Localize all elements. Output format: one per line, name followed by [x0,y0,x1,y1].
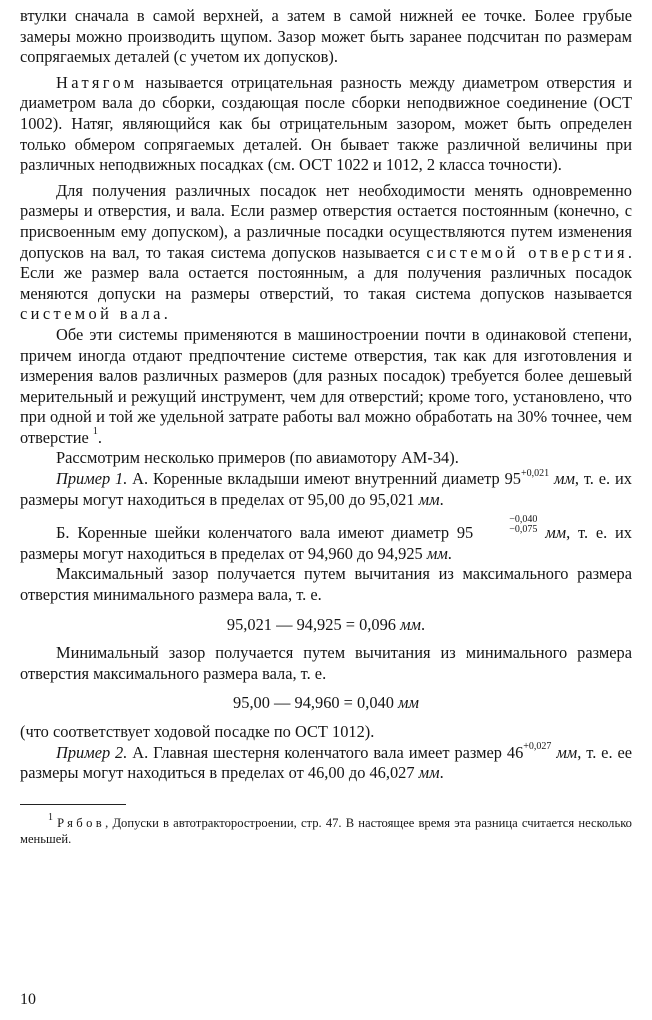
paragraph-text: А. Главная шестерня коленчатого вала имеет размер 46 [127,742,524,762]
paragraph-4 [20,325,632,449]
example-2: Пример 2. А. Главная шестерня коленчатого вала имеет размер $46^{+0,027}$ мм, т. е. ее размеры могут находиться в пределах от 46,00 до 46,027 мм. [20,741,633,783]
paragraph-text: . [163,304,168,324]
tolerance-upper: −0,040 [509,514,538,526]
term-shaft-system: системой вала [20,304,164,324]
paragraph-text: . [97,427,102,447]
max-clearance-text [20,564,632,605]
paragraph-3 [20,181,632,325]
footnote [20,811,632,847]
paragraph-text: Б. Коренные шейки коленчатого вала имеют диаметр 95 [56,523,474,543]
paragraph-text: , т. е. ее размеры могут находиться в пределах от 46,00 до 46,027 [20,742,633,783]
equation-text: 95,00 — 94,960 = 0,040 [233,693,399,713]
unit: мм [549,469,575,489]
paragraph-5 [20,448,632,469]
fit-note [20,722,632,743]
paragraph-text: (что соответствует ходовой посадке по ОСТ 1012). [20,722,375,741]
footnote-divider [20,804,126,805]
tolerance-lower: −0,075 [509,524,538,536]
paragraph-text: Максимальный зазор получается путем вычитания из максимального размера отверстия минимального размера вала, т. е. [20,564,632,605]
example-1-b: Б. Коренные шейки коленчатого вала имеют диаметр 95 −0,040 −0,075 мм, т. е. их размеры могут находиться в пределах от 94,960 до 94,925 мм. [20,514,632,563]
paragraph-text: Обе эти системы применяются в машиностроении почти в одинаковой степени, причем иногда отдают предпочтение системе отверстия, так как для изготовления и измерения валов различных размеров (для разных посадок) требуется более дешевый мерительный и режущий инструмент, чем для отверстий; кроме того, установлено, что при одной и той же удельной затрате работы вал можно обработать на 30% точнее, чем отверстие [20,324,632,447]
page-number: 10 [20,991,36,1008]
footnote-mark: 1 [48,811,53,823]
paragraph-text: , т. е. их размеры могут находиться в пределах от 95,00 до 95,021 [20,469,632,509]
equation-text: 95,021 — 94,925 = 0,096 [226,614,401,634]
paragraph-text: Минимальный зазор получается путем вычитания из минимального размера отверстия максимального размера вала, т. е. [20,643,632,683]
unit: мм [551,742,578,762]
equation-1: 95,021 — 94,925 = 0,096 мм. [226,614,426,634]
min-clearance-text [20,643,632,684]
paragraph-1 [20,6,632,68]
paragraph-text: втулки сначала в самой верхней, а затем в самой нижней ее точке. Более грубые замеры можно производить щупом. Зазор может быть заранее подсчитан по размерам сопрягаемых деталей (с учетом их допусков). [20,6,632,67]
paragraph-text: , т. е. их размеры могут находиться в пределах от 94,960 до 94,925 [20,523,632,563]
footnote-ref: 1 [92,426,98,438]
paragraph-text: Для получения различных посадок нет необходимости менять одновременно размеры и отверстия, и вала. Если размер отверстия остается постоянным (конечно, с присвоенным ему допуском), а различные посадки осуществляются путем изменения допусков на вал, то такая система допусков называется [20,180,632,262]
tolerance: +0,027 [523,741,552,753]
paragraph-text: называется отрицательная разность между диаметром отверстия и диаметром вала до сборки, создающая после сборки неподвижное соединение (ОСТ 1002). Натяг, являющийся как бы отрицательным зазором, может быть определен только обмером сопрягаемых деталей. Он бывает также различной величины при различных неподвижных посадках (см. ОСТ 1022 и 1012, 2 класса точности). [20,72,632,175]
footnote-author: Рябов [57,815,106,830]
unit: мм [400,614,421,634]
unit: мм [426,543,448,563]
footnote-text: , Допуски в автотракторостроении, стр. 47. В настоящее время эта разница считается несколько меньшей. [20,815,632,846]
example-label: Пример 1. [56,469,128,489]
equation-2 [20,693,632,714]
paragraph-text: А. Коренные вкладыши имеют внутренний диаметр 95 [127,469,521,489]
tolerance: +0,021 [521,467,550,479]
paragraph-2 [20,73,632,176]
example-label: Пример 2. [56,742,128,762]
paragraph-text: Рассмотрим несколько примеров (по авиамотору АМ-34). [56,448,459,468]
unit: мм [418,489,440,509]
paragraph-text: . Если же размер вала остается постоянным, а для получения различных посадок меняются допуски на размеры отверстий, то такая система допусков называется [20,242,632,303]
unit: мм [398,693,419,713]
tolerance-pair [473,515,537,535]
example-1-a: Пример 1. А. Коренные вкладыши имеют внутренний диаметр $95^{+0,021}$ мм, т. е. их размеры могут находиться в пределах от 95,00 до 95,021 мм. [20,467,632,509]
unit: мм [418,763,440,783]
term-hole-system: системой отверстия [426,242,628,262]
unit: мм [545,523,567,543]
term-natyag: Натягом [56,72,138,92]
